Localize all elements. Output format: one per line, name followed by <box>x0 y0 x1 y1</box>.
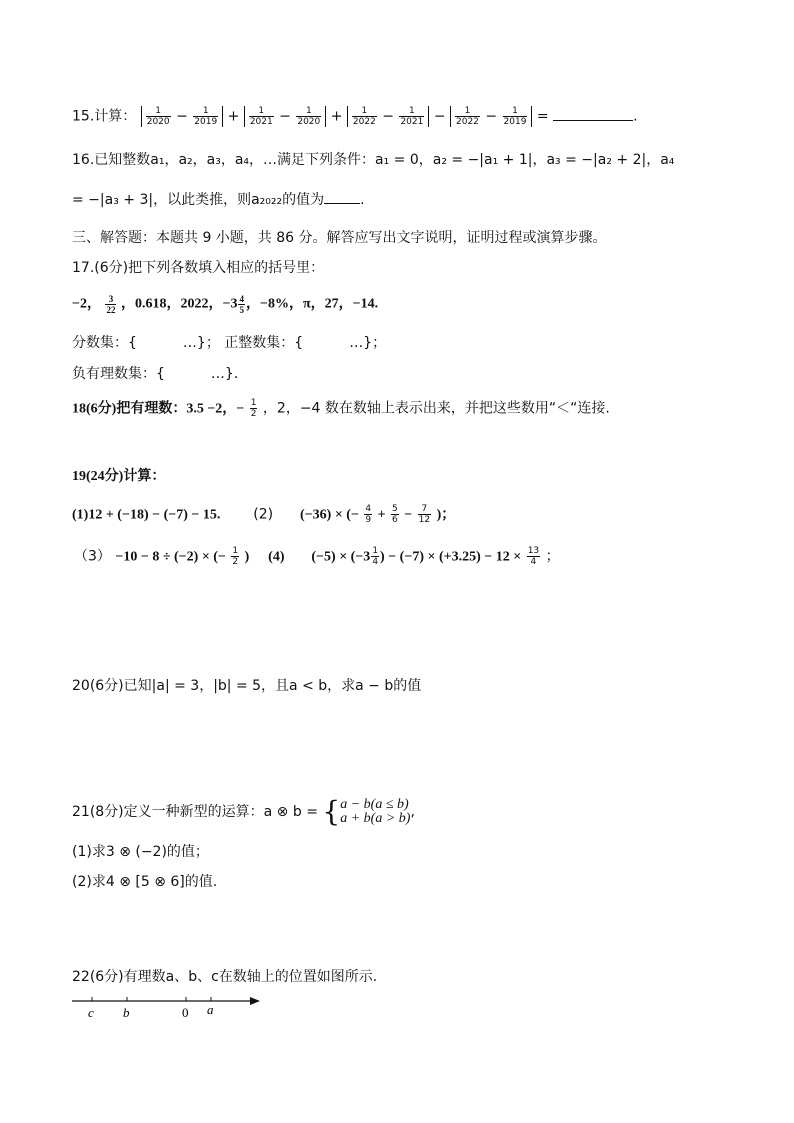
brace: { <box>322 795 341 828</box>
abs-term-2: $\frac{1}{2021}$ − $\frac{1}{2020}$ <box>244 106 326 127</box>
cases: a − b(a ≤ b) a + b(a > b) <box>340 797 411 826</box>
arrow-icon <box>250 997 260 1005</box>
question-17-sets: 分数集：{ …}； 正整数集：{ …}； <box>72 335 387 351</box>
label-b: b <box>123 1005 130 1020</box>
question-16-line2: = −|a₃ + 3|，以此类推，则a₂₀₂₂的值为 . <box>72 192 365 208</box>
question-19-row1: (1)12 + (−18) − (−7) − 15. (2) (−36) × (− $\frac{4}{9}$ + $\frac{5}{6}$ − $\frac{7}{12}$ )； <box>72 504 456 525</box>
number-line <box>0 990 794 1030</box>
question-16-line1: 16.已知整数a₁，a₂，a₃，a₄，…满足下列条件：a₁ = 0，a₂ = −|a₁ + 1|，a₃ = −|a₂ + 2|，a₄ <box>72 152 675 168</box>
answer-blank[interactable] <box>324 191 360 204</box>
question-21-part2: (2)求4 ⊗ [5 ⊗ 6]的值. <box>72 874 218 890</box>
abs-term-1: $\frac{1}{2020}$ − $\frac{1}{2019}$ <box>141 106 223 127</box>
q15-prefix: 15.计算： <box>72 108 137 125</box>
question-22: 22(6分)有理数a、b、c在数轴上的位置如图所示. <box>72 969 378 985</box>
question-17-set3: 负有理数集：{ …}. <box>72 366 239 382</box>
label-c: c <box>88 1005 94 1020</box>
question-17-title: 17.(6分)把下列各数填入相应的括号里： <box>72 260 325 276</box>
question-20: 20(6分)已知|a| = 3，|b| = 5，且a < b，求a − b的值 <box>72 678 422 694</box>
question-21: 21(8分)定义一种新型的运算：a ⊗ b = { a − b(a ≤ b) a + b(a > b) , <box>72 795 415 828</box>
question-21-part1: (1)求3 ⊗ (−2)的值； <box>72 844 209 860</box>
abs-term-3: $\frac{1}{2022}$ − $\frac{1}{2021}$ <box>347 106 429 127</box>
question-19-title: 19(24分)计算： <box>72 469 166 484</box>
section-heading: 三、解答题：本题共 9 小题，共 86 分。解答应写出文字说明，证明过程或演算步骤。 <box>72 230 607 246</box>
label-0: 0 <box>182 1005 189 1020</box>
question-17-numbers: −2， $\frac{3}{22}$ ，0.618，2022，−3 $\frac{4}{5}$ ，−8%，π，27，−14. <box>72 294 379 315</box>
question-15: 15.计算： $\frac{1}{2020}$ − $\frac{1}{2019}$ + $\frac{1}{2021}$ − $\frac{1}{2020}$ + $\frac{1}{2022}$ − $\frac{1}{2021}$ − $\frac{1}{2022}$ − $\frac{1}{2019}$ = . <box>72 106 638 127</box>
abs-term-4: $\frac{1}{2022}$ − $\frac{1}{2019}$ <box>450 106 532 127</box>
answer-blank[interactable] <box>553 108 633 121</box>
question-18: 18(6分)把有理数：3.5 −2，− $\frac{1}{2}$ ，2，−4 数在数轴上表示出来，并把这些数用“＜“连接. <box>72 398 610 419</box>
question-19-row2: （3） −10 − 8 ÷ (−2) × (− $\frac{1}{2}$ ) (4) (−5) × (−3 $\frac{1}{4}$ ) − (−7) × (+3.25) − 12 × $\frac{13}{4}$ ； <box>74 546 560 567</box>
label-a: a <box>207 1002 214 1017</box>
